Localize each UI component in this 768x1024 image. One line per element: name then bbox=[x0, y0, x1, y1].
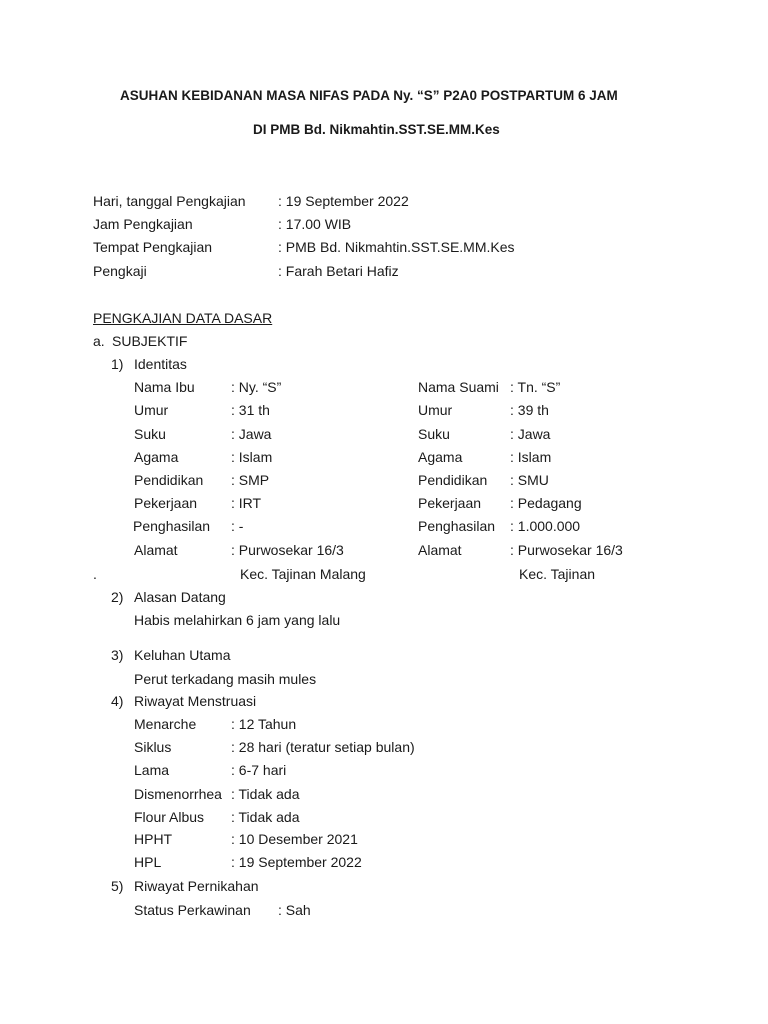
header-value: : Farah Betari Hafiz bbox=[278, 263, 399, 279]
identity-value: : Purwosekar 16/3 bbox=[510, 542, 623, 558]
subsection-marker: a. bbox=[93, 333, 105, 349]
identity-value: : Pedagang bbox=[510, 495, 582, 511]
item-number: 4) bbox=[111, 693, 124, 709]
menstruation-value: : 12 Tahun bbox=[231, 716, 297, 732]
identity-label: Penghasilan bbox=[418, 518, 496, 534]
item-heading: Identitas bbox=[134, 356, 187, 372]
item-number: 5) bbox=[111, 878, 124, 894]
header-value: : 17.00 WIB bbox=[278, 216, 352, 232]
identity-value: : Jawa bbox=[510, 426, 551, 442]
identity-value: : SMP bbox=[231, 472, 270, 488]
menstruation-label: Lama bbox=[134, 762, 170, 778]
menstruation-label: Siklus bbox=[134, 739, 172, 755]
item-number: 3) bbox=[111, 647, 124, 663]
menstruation-value: : 10 Desember 2021 bbox=[231, 831, 358, 847]
header-label: Tempat Pengkajian bbox=[93, 239, 213, 255]
menstruation-label: Menarche bbox=[134, 716, 197, 732]
identity-label: Penghasilan bbox=[133, 518, 211, 534]
identity-label: Umur bbox=[134, 402, 169, 418]
identity-label: Alamat bbox=[134, 542, 178, 558]
header-value: : PMB Bd. Nikmahtin.SST.SE.MM.Kes bbox=[278, 239, 515, 255]
section-heading: PENGKAJIAN DATA DASAR bbox=[93, 310, 273, 326]
identity-value: : 31 th bbox=[231, 402, 270, 418]
identity-label: Nama Suami bbox=[418, 379, 499, 395]
identity-label: Agama bbox=[418, 449, 463, 465]
menstruation-label: HPL bbox=[134, 854, 162, 870]
item-heading: Alasan Datang bbox=[134, 589, 226, 605]
identity-label: Alamat bbox=[418, 542, 462, 558]
header-label: Jam Pengkajian bbox=[93, 216, 193, 232]
identity-value: : Purwosekar 16/3 bbox=[231, 542, 344, 558]
stray-dot: . bbox=[93, 566, 97, 582]
identity-label: Pendidikan bbox=[134, 472, 204, 488]
marriage-value: : Sah bbox=[278, 902, 311, 918]
item-number: 2) bbox=[111, 589, 124, 605]
identity-label: Nama Ibu bbox=[134, 379, 195, 395]
menstruation-value: : 19 September 2022 bbox=[231, 854, 362, 870]
menstruation-value: : Tidak ada bbox=[231, 786, 300, 802]
identity-value: : Tn. “S” bbox=[510, 379, 561, 395]
identity-value: : 1.000.000 bbox=[510, 518, 581, 534]
menstruation-value: : 28 hari (teratur setiap bulan) bbox=[231, 739, 415, 755]
identity-value: : 39 th bbox=[510, 402, 549, 418]
menstruation-label: Flour Albus bbox=[134, 809, 205, 825]
item-heading: Keluhan Utama bbox=[134, 647, 231, 663]
header-label: Pengkaji bbox=[93, 263, 147, 279]
document-subtitle: DI PMB Bd. Nikmahtin.SST.SE.MM.Kes bbox=[253, 122, 500, 137]
menstruation-value: : Tidak ada bbox=[231, 809, 300, 825]
identity-label: Umur bbox=[418, 402, 453, 418]
header-value: : 19 September 2022 bbox=[278, 193, 409, 209]
menstruation-label: Dismenorrhea bbox=[134, 786, 222, 802]
identity-label: Pekerjaan bbox=[418, 495, 482, 511]
address-continuation: Kec. Tajinan bbox=[519, 566, 596, 582]
item-heading: Riwayat Menstruasi bbox=[134, 693, 257, 709]
identity-label: Pekerjaan bbox=[134, 495, 198, 511]
marriage-label: Status Perkawinan bbox=[134, 902, 251, 918]
menstruation-value: : 6-7 hari bbox=[231, 762, 287, 778]
identity-value: : Jawa bbox=[231, 426, 272, 442]
header-label: Hari, tanggal Pengkajian bbox=[93, 193, 246, 209]
identity-value: : - bbox=[231, 518, 244, 534]
address-continuation: Kec. Tajinan Malang bbox=[240, 566, 366, 582]
identity-value: : SMU bbox=[510, 472, 549, 488]
identity-label: Pendidikan bbox=[418, 472, 488, 488]
identity-value: : Islam bbox=[510, 449, 552, 465]
identity-label: Agama bbox=[134, 449, 179, 465]
item-text: Perut terkadang masih mules bbox=[134, 671, 317, 687]
item-heading: Riwayat Pernikahan bbox=[134, 878, 259, 894]
identity-label: Suku bbox=[134, 426, 166, 442]
item-number: 1) bbox=[111, 356, 124, 372]
identity-label: Suku bbox=[418, 426, 450, 442]
identity-value: : IRT bbox=[231, 495, 262, 511]
identity-value: : Islam bbox=[231, 449, 273, 465]
item-text: Habis melahirkan 6 jam yang lalu bbox=[134, 612, 341, 628]
menstruation-label: HPHT bbox=[134, 831, 173, 847]
document-title: ASUHAN KEBIDANAN MASA NIFAS PADA Ny. “S” P2A0 POSTPARTUM 6 JAM bbox=[120, 88, 618, 103]
identity-value: : Ny. “S” bbox=[231, 379, 282, 395]
subsection-heading: SUBJEKTIF bbox=[112, 333, 188, 349]
